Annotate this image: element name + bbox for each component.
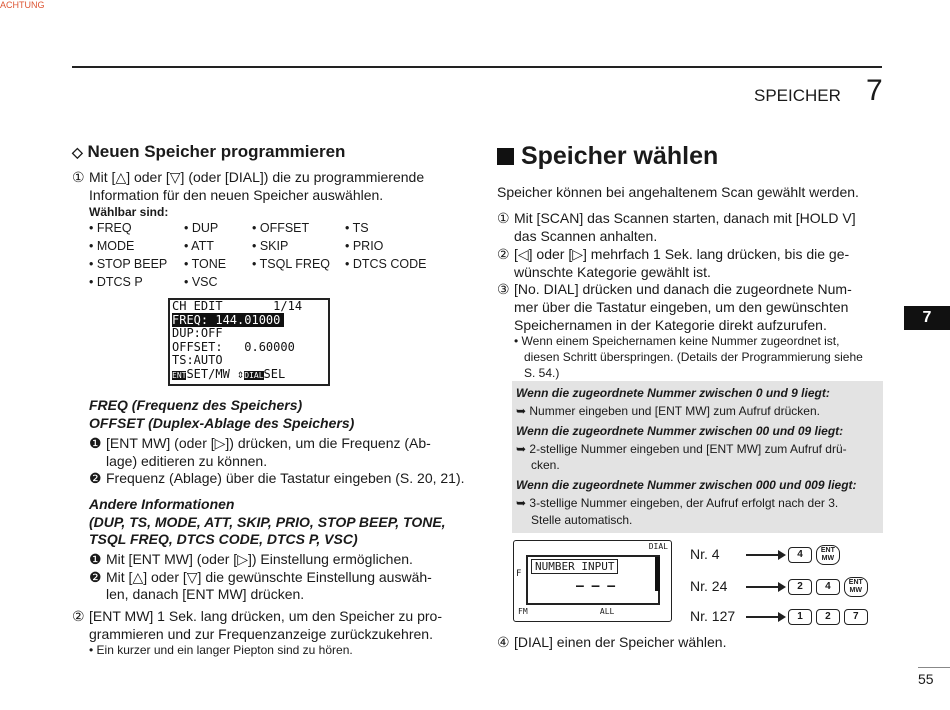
info-body-2b: cken. [531,458,560,472]
example-row [690,577,868,597]
arrow-icon [746,554,784,556]
example-label: Nr. 4 [690,546,720,562]
ent-key-top: ENT [820,547,835,555]
info-body-3 [516,495,838,511]
freq-substep-1-text: [ENT MW] (oder [▷]) drücken, um die Frequenz (Ab- [106,435,431,451]
list-item: • TS [345,221,369,235]
right-heading [497,142,718,171]
right-step4 [497,633,726,651]
other-substep-2 [89,568,432,586]
right-step3-note3: S. 54.) [524,366,560,380]
left-heading-text: Neuen Speicher programmieren [87,142,346,161]
lcd-number-input [513,540,672,622]
ent-mw-key [816,545,840,565]
lcd-number-title: NUMBER INPUT [531,559,618,574]
list-item: • MODE [89,239,135,253]
right-step3-text: [No. DIAL] drücken und danach die zugeordnete Num- [514,281,852,297]
right-step2b: wünschte Kategorie gewählt ist. [514,264,711,280]
diamond-icon: ◇ [72,144,83,160]
ent-key-bottom: MW [849,587,862,595]
chapter-number: 7 [866,74,883,107]
example-label: Nr. 127 [690,608,736,624]
arrow-right-icon: ➥ [516,404,530,418]
info-body-3-text: 3-stellige Nummer eingeben, der Aufruf erfolgt nach der 3. [529,496,839,510]
info-body-2 [516,441,847,457]
arrow-right-icon: ➥ [516,442,530,456]
square-bullet-icon [497,148,514,165]
info-title-1: Wenn die zugeordnete Nummer zwischen 0 und 9 liegt: [516,386,830,400]
right-step3-note2: diesen Schritt überspringen. (Details der Programmierung siehe [524,350,863,364]
info-body-3b: Stelle automatisch. [531,513,633,527]
list-item: • DTCS CODE [345,257,427,271]
other-list-1: (DUP, TS, MODE, ATT, SKIP, PRIO, STOP BEEP, TONE, [89,514,446,530]
right-intro: Speicher können bei angehaltenem Scan gewählt werden. [497,184,859,200]
ent-key-bottom: MW [821,555,835,563]
page-number: 55 [918,671,934,687]
right-step3-note1: • Wenn einem Speichernamen keine Nummer zugeordnet ist, [514,334,840,348]
step-number: ① [497,210,510,226]
lcd-number-window [526,555,660,605]
key-button: 4 [788,547,812,563]
left-step2b: grammieren und zur Frequenzanzeige zurückzukehren. [89,626,433,642]
right-step2-text: [◁] oder [▷] mehrfach 1 Sek. lang drücken, bis die ge- [514,246,850,262]
list-item: • OFFSET [252,221,310,235]
left-step1-text: Mit [△] oder [▽] (oder [DIAL]) die zu programmierende [89,169,425,185]
substep-marker: ❶ [89,551,102,567]
key-button: 4 [816,579,840,595]
right-step1b: das Scannen anhalten. [514,228,658,244]
chapter-side-tab: 7 [904,306,950,330]
list-item: • FREQ [89,221,132,235]
lcd-f-indicator: F [516,569,522,579]
lcd-number-dashes: – – – [576,579,616,594]
list-item: • DUP [184,221,219,235]
arrow-right-icon: ➥ [516,496,530,510]
step-number: ① [72,169,85,185]
key-button: 2 [788,579,812,595]
info-title-2: Wenn die zugeordnete Nummer zwischen 00 und 09 liegt: [516,424,844,438]
lcd-row-highlight: FREQ: 144.01000 [172,313,284,327]
page-number-rule [918,667,950,668]
lcd-row: TS:AUTO [172,353,223,367]
right-step3c: Speichernamen in der Kategorie direkt aufzurufen. [514,317,827,333]
list-item: • STOP BEEP [89,257,168,271]
other-substep-1-text: Mit [ENT MW] (oder [▷]) Einstellung ermöglichen. [106,551,413,567]
key-button: 1 [788,609,812,625]
lcd-scrollbar [655,557,660,591]
freq-substep-2 [89,469,465,487]
lcd-ent-label: ENT [172,370,187,380]
right-step3 [497,280,852,298]
key-button: 7 [844,609,868,625]
left-step2-note: • Ein kurzer und ein langer Piepton sind zu hören. [89,643,353,657]
example-row [690,545,840,565]
lcd-sel-label: SEL [263,366,286,381]
updown-icon: ⇕ [237,366,245,381]
other-title: Andere Informationen [89,496,235,512]
ent-mw-key [844,577,868,597]
right-step2 [497,245,849,263]
key-button: 2 [816,609,840,625]
freq-substep-1b: lage) editieren zu können. [106,453,268,469]
lcd-row: CH EDIT 1/14 [172,299,303,313]
right-step3b: mer über die Tastatur eingeben, um den gewünschten [514,299,849,315]
corner-tag: ACHTUNG [0,0,45,10]
freq-title: FREQ (Frequenz des Speichers) [89,397,303,413]
info-body-1 [516,403,820,419]
list-item: • PRIO [345,239,384,253]
left-step2 [72,607,442,625]
arrow-icon [746,586,784,588]
other-substep-2b: len, danach [ENT MW] drücken. [106,586,305,602]
right-step1-text: Mit [SCAN] das Scannen starten, danach mit [HOLD V] [514,210,856,226]
step-number: ④ [497,634,510,650]
right-step1 [497,209,856,227]
section-title: SPEICHER [754,86,841,105]
example-row [690,607,868,625]
right-heading-text: Speicher wählen [520,142,719,170]
example-label: Nr. 24 [690,578,728,594]
lcd-dial-indicator: DIAL [648,542,668,551]
substep-marker: ❷ [89,569,102,585]
other-substep-1 [89,550,413,568]
list-item: • DTCS P [89,275,143,289]
freq-substep-1 [89,434,431,452]
list-item: • SKIP [252,239,289,253]
list-item: • TSQL FREQ [252,257,331,271]
left-step2-text: [ENT MW] 1 Sek. lang drücken, um den Speicher zu pro- [89,608,443,624]
substep-marker: ❷ [89,470,102,486]
right-step4-text: [DIAL] einen der Speicher wählen. [514,634,727,650]
info-body-1-text: Nummer eingeben und [ENT MW] zum Aufruf drücken. [529,404,820,418]
header-rule [72,66,882,68]
arrow-icon [746,616,784,618]
lcd-channel-edit [168,298,330,386]
left-step1 [72,168,424,186]
ent-key-top: ENT [848,579,863,587]
list-item: • ATT [184,239,214,253]
lcd-dial-label: DIAL [244,370,264,380]
substep-marker: ❶ [89,435,102,451]
list-item: • VSC [184,275,218,289]
left-step1b: Information für den neuen Speicher auswählen. [89,187,384,203]
lcd-bottom-row: FM ALL [518,607,615,616]
other-substep-2-text: Mit [△] oder [▽] die gewünschte Einstellung auswäh- [106,569,432,585]
step-number: ② [497,246,510,262]
lcd-setmw-label: SET/MW [186,366,238,381]
step-number: ③ [497,281,510,297]
offset-title: OFFSET (Duplex-Ablage des Speichers) [89,415,355,431]
selectable-label: Wählbar sind: [89,205,169,219]
lcd-row: DUP:OFF [172,326,223,340]
other-list-2: TSQL FREQ, DTCS CODE, DTCS P, VSC) [89,531,358,547]
info-body-2-text: 2-stellige Nummer eingeben und [ENT MW] zum Aufruf drü- [529,442,847,456]
left-heading [72,142,345,162]
list-item: • TONE [184,257,227,271]
lcd-row: OFFSET: 0.60000 [172,339,295,354]
info-title-3: Wenn die zugeordnete Nummer zwischen 000 und 009 liegt: [516,478,857,492]
freq-substep-2-text: Frequenz (Ablage) über die Tastatur eingeben (S. 20, 21). [106,470,465,486]
step-number: ② [72,608,85,624]
